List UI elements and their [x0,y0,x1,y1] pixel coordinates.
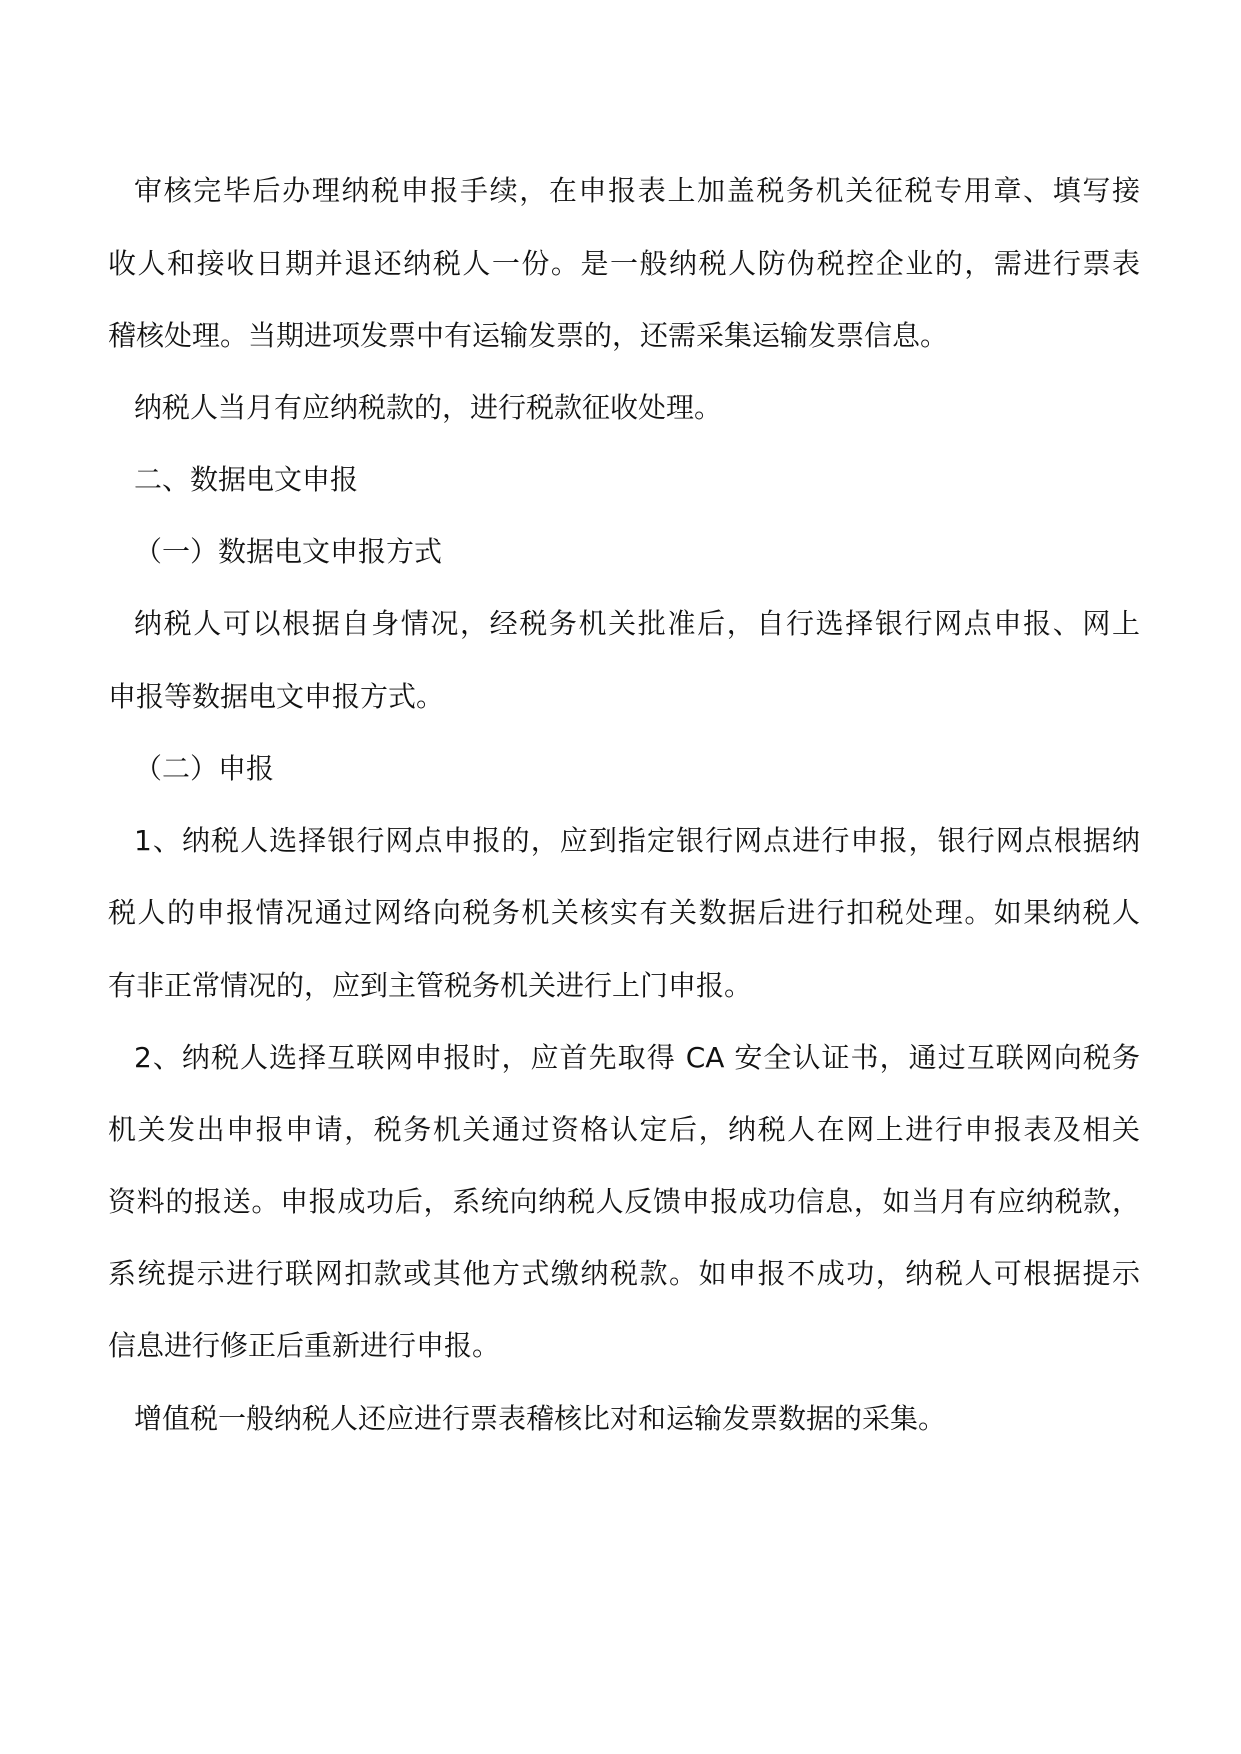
paragraph-line: 稽核处理。当期进项发票中有运输发票的，还需采集运输发票信息。 [108,319,949,352]
paragraph-line: 纳税人可以根据自身情况，经税务机关批准后，自行选择银行网点申报、网上 [134,607,1140,640]
paragraph-line: 税人的申报情况通过网络向税务机关核实有关数据后进行扣税处理。如果纳税人 [108,896,1140,929]
paragraph-line: 审核完毕后办理纳税申报手续，在申报表上加盖税务机关征税专用章、填写接 [134,174,1140,207]
paragraph-line: 有非正常情况的，应到主管税务机关进行上门申报。 [108,969,753,1002]
paragraph-line: 系统提示进行联网扣款或其他方式缴纳税款。如申报不成功，纳税人可根据提示 [108,1257,1140,1290]
paragraph-line: 1、纳税人选择银行网点申报的，应到指定银行网点进行申报，银行网点根据纳 [134,824,1140,857]
paragraph-line: 申报等数据电文申报方式。 [108,680,445,713]
section-heading: 二、数据电文申报 [134,463,359,496]
paragraph-line: 资料的报送。申报成功后，系统向纳税人反馈申报成功信息，如当月有应纳税款， [108,1185,1140,1218]
paragraph-line: 信息进行修正后重新进行申报。 [108,1329,501,1362]
paragraph-line: 机关发出申报申请，税务机关通过资格认定后，纳税人在网上进行申报表及相关 [108,1113,1140,1146]
subsection-heading: （一）数据电文申报方式 [134,535,443,568]
paragraph-line: 增值税一般纳税人还应进行票表稽核比对和运输发票数据的采集。 [134,1402,947,1435]
subsection-heading: （二）申报 [134,752,275,785]
paragraph-line: 收人和接收日期并退还纳税人一份。是一般纳税人防伪税控企业的，需进行票表 [108,247,1140,280]
paragraph-line: 2、纳税人选择互联网申报时，应首先取得 CA 安全认证书，通过互联网向税务 [134,1041,1140,1074]
paragraph-line: 纳税人当月有应纳税款的，进行税款征收处理。 [134,391,723,424]
